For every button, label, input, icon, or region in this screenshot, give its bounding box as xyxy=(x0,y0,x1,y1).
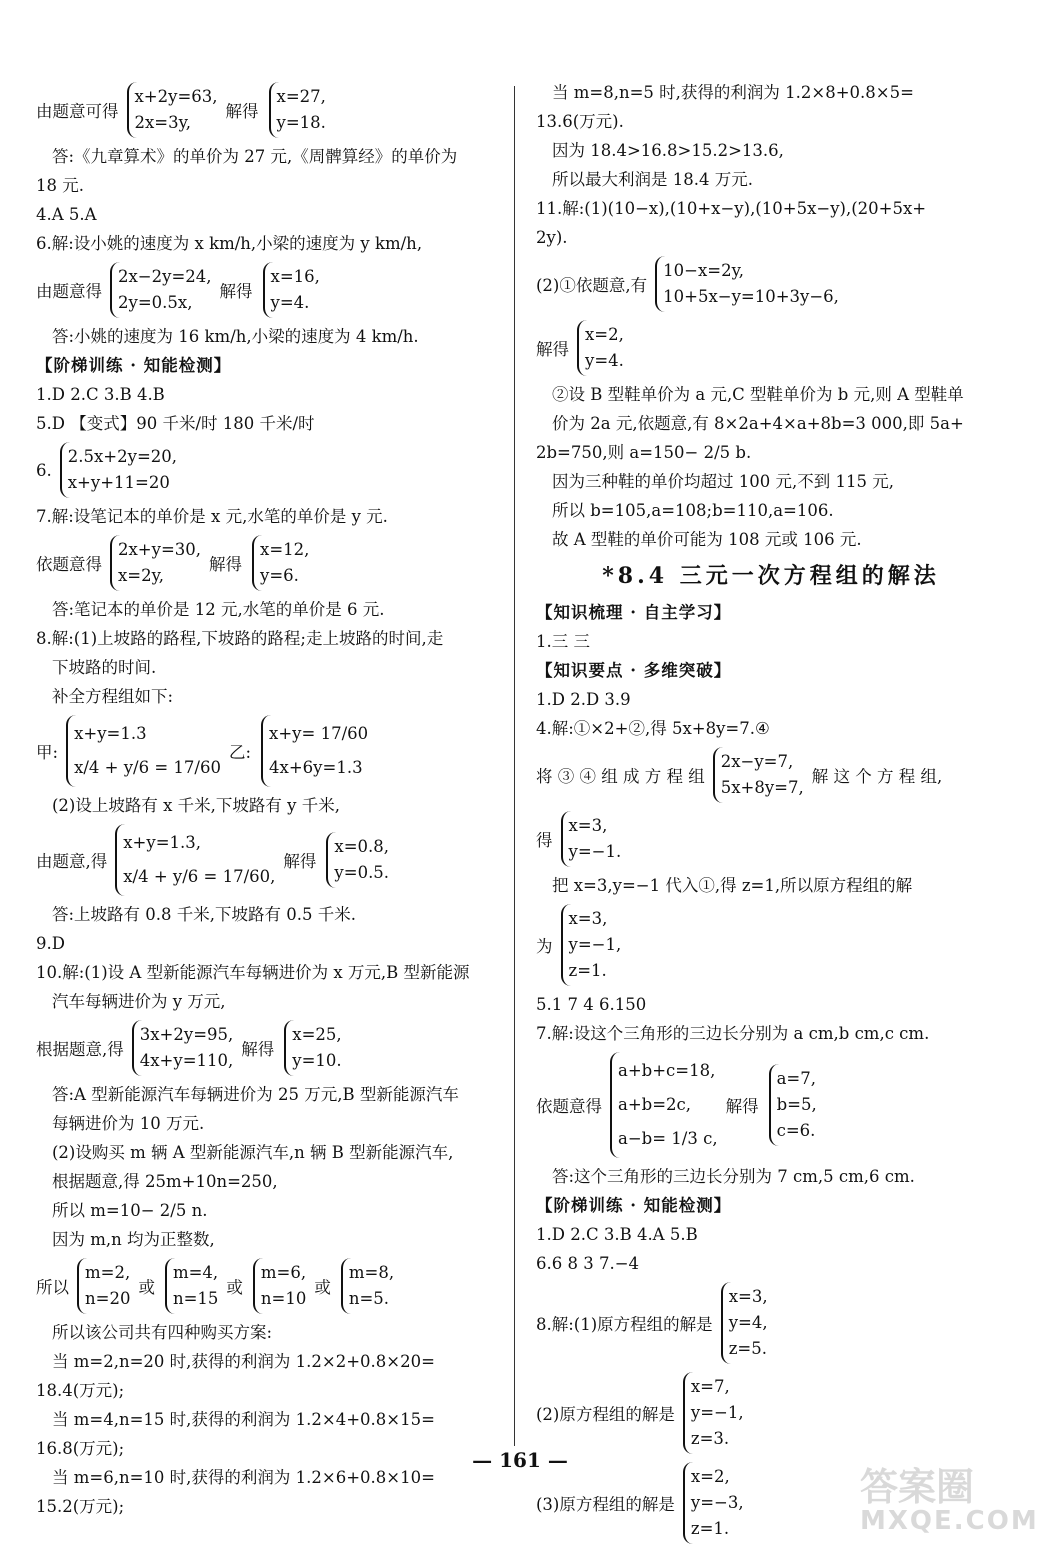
system-separator: 解得 xyxy=(225,102,259,121)
problem-line: 4.解:①×2+②,得 5x+8y=7.④ xyxy=(536,719,770,738)
brace-system xyxy=(577,320,624,376)
text-line: 答:《九章算术》的单价为 27 元,《周髀算经》的单价为 xyxy=(52,147,458,166)
equation: 10+5x−y=10+3y−6, xyxy=(663,287,839,306)
text-line: 故 A 型鞋的单价可能为 108 元或 106 元. xyxy=(552,530,862,549)
system-separator: 或 xyxy=(314,1278,331,1297)
problem-line: 8.解:(1)上坡路的路程,下坡路的路程;走上坡路的时间,走 xyxy=(36,629,444,648)
problem-line: 11.解:(1)(10−x),(10+x−y),(10+5x−y),(20+5x+ xyxy=(536,199,927,218)
equation: y=18. xyxy=(276,113,326,132)
equation: 4x+y=110, xyxy=(139,1051,234,1070)
equation: x=2, xyxy=(690,1467,730,1486)
brace-system xyxy=(132,1020,234,1076)
system-separator: 乙: xyxy=(228,743,252,762)
system-label: 由题意可得 xyxy=(36,102,119,121)
brace-system xyxy=(269,82,326,138)
equation: y=4. xyxy=(585,351,624,370)
page-number: — 161 — xyxy=(472,1448,568,1472)
system-label: 将 ③ ④ 组 成 方 程 组 xyxy=(536,767,705,786)
system-label: (2)①依题意,有 xyxy=(536,276,648,295)
system-label: 根据题意,得 xyxy=(36,1040,124,1059)
equation-system xyxy=(36,820,500,900)
text-line: 因为 18.4>16.8>15.2>13.6, xyxy=(552,141,784,160)
equation-system xyxy=(36,78,500,142)
equation: x=0.8, xyxy=(334,837,390,856)
equation: 2x−y=7, xyxy=(720,752,794,771)
text-line: 根据题意,得 25m+10n=250, xyxy=(52,1172,278,1191)
equation: x=27, xyxy=(276,87,326,106)
equation-system xyxy=(536,1368,1006,1458)
equation: x=3, xyxy=(568,816,608,835)
equation: z=5. xyxy=(728,1339,767,1358)
brace-system xyxy=(683,1372,744,1454)
equation-system xyxy=(36,438,500,502)
equation: y=6. xyxy=(260,566,299,585)
brace-system xyxy=(77,1258,130,1314)
problem-line: 6.解:设小姚的速度为 x km/h,小梁的速度为 y km/h, xyxy=(36,234,423,253)
brace-system xyxy=(263,262,320,318)
equation: x+y=1.3 xyxy=(74,724,147,743)
system-label: (2)原方程组的解是 xyxy=(536,1405,675,1424)
equation-system xyxy=(536,1048,1006,1162)
text-line: 16.8(万元); xyxy=(36,1439,125,1458)
text-line: 1.三 三 xyxy=(536,632,590,651)
system-separator: 解得 xyxy=(241,1040,275,1059)
equation: 2.5x+2y=20, xyxy=(67,447,178,466)
equation: a−b= 1/3 c, xyxy=(618,1129,718,1148)
brace-system xyxy=(261,715,368,787)
equation: x=25, xyxy=(292,1025,342,1044)
equation: x=2y, xyxy=(118,566,165,585)
text-line: (2)设购买 m 辆 A 型新能源汽车,n 辆 B 型新能源汽车, xyxy=(52,1143,454,1162)
text-line: 18 元. xyxy=(36,176,84,195)
system-label: 由题意得 xyxy=(36,282,102,301)
equation: 2x+y=30, xyxy=(118,540,202,559)
equation: x=16, xyxy=(270,267,320,286)
equation-system xyxy=(36,531,500,595)
equation: m=2, xyxy=(85,1263,131,1282)
left-column xyxy=(36,78,500,1521)
brace-system xyxy=(110,535,201,591)
equation: c=6. xyxy=(776,1121,816,1140)
problem-line: 7.解:设这个三角形的三边长分别为 a cm,b cm,c cm. xyxy=(536,1024,930,1043)
brace-system xyxy=(561,904,622,986)
equation: 4x+6y=1.3 xyxy=(269,758,363,777)
text-line: 答:这个三角形的三边长分别为 7 cm,5 cm,6 cm. xyxy=(552,1167,915,1186)
equation: m=4, xyxy=(172,1263,219,1282)
equation: 5x+8y=7, xyxy=(720,778,804,797)
text-line: 1.D 2.C 3.B 4.B xyxy=(36,385,165,404)
brace-system xyxy=(769,1064,817,1146)
equation: y=−3, xyxy=(690,1493,744,1512)
equation-system xyxy=(536,316,1006,380)
text-line: 所以该公司共有四种购买方案: xyxy=(52,1323,273,1342)
equation-system xyxy=(536,807,1006,871)
equation-system xyxy=(536,743,1006,807)
equation: z=1. xyxy=(690,1519,730,1538)
brace-system xyxy=(60,442,177,498)
equation: y=−1, xyxy=(568,935,622,954)
equation: x+2y=63, xyxy=(134,87,218,106)
brace-system xyxy=(721,1282,768,1364)
watermark-logo xyxy=(860,1465,1039,1536)
equation: 3x+2y=95, xyxy=(139,1025,234,1044)
equation: n=20 xyxy=(85,1289,131,1308)
brace-system xyxy=(561,811,622,867)
text-line: 13.6(万元). xyxy=(536,112,624,131)
equation-system xyxy=(536,1278,1006,1368)
text-line: 当 m=2,n=20 时,获得的利润为 1.2×2+0.8×20= xyxy=(52,1352,435,1371)
equation: b=5, xyxy=(776,1095,817,1114)
equation: z=3. xyxy=(690,1429,730,1448)
brace-system xyxy=(253,1258,306,1314)
text-line: 当 m=8,n=5 时,获得的利润为 1.2×8+0.8×5= xyxy=(552,83,914,102)
equation-system xyxy=(36,711,500,791)
brace-system xyxy=(284,1020,341,1076)
column-divider xyxy=(514,86,515,1446)
equation: x=12, xyxy=(260,540,310,559)
system-label: 为 xyxy=(536,937,553,956)
brace-system xyxy=(341,1258,394,1314)
text-line: 答:小姚的速度为 16 km/h,小梁的速度为 4 km/h. xyxy=(52,327,419,346)
brace-system xyxy=(683,1462,744,1544)
text-line: 5.D 【变式】90 千米/时 180 千米/时 xyxy=(36,414,315,433)
equation: x/4 + y/6 = 17/60, xyxy=(123,867,276,886)
text-line: 答:上坡路有 0.8 千米,下坡路有 0.5 千米. xyxy=(52,905,357,924)
equation: 2x−2y=24, xyxy=(118,267,212,286)
text-line: 5.1 7 4 6.150 xyxy=(536,995,647,1014)
text-line: 价为 2a 元,依题意,有 8×2a+4×a+8b=3 000,即 5a+ xyxy=(552,414,964,433)
system-label: 甲: xyxy=(36,743,59,762)
text-line: 当 m=6,n=10 时,获得的利润为 1.2×6+0.8×10= xyxy=(52,1468,435,1487)
text-line: 2b=750,则 a=150− 2/5 b. xyxy=(536,443,752,462)
section-label: 【阶梯训练 · 知能检测】 xyxy=(536,1196,732,1215)
text-line: 每辆进价为 10 万元. xyxy=(52,1114,205,1133)
text-line: 2y). xyxy=(536,228,568,247)
equation: x/4 + y/6 = 17/60 xyxy=(74,758,221,777)
equation: y=−1. xyxy=(568,842,622,861)
brace-system xyxy=(326,832,389,888)
equation-system xyxy=(536,900,1006,990)
system-separator: 解得 xyxy=(219,282,253,301)
text-line: 所以 m=10− 2/5 n. xyxy=(52,1201,208,1220)
brace-system xyxy=(713,747,804,803)
system-label: 6. xyxy=(36,460,52,480)
equation: y=4. xyxy=(270,293,310,312)
equation: n=5. xyxy=(348,1289,390,1308)
equation: a+b=2c, xyxy=(618,1095,692,1114)
text-line: 下坡路的时间. xyxy=(52,658,157,677)
text-line: 因为 m,n 均为正整数, xyxy=(52,1230,215,1249)
equation-system xyxy=(36,1016,500,1080)
system-separator: 或 xyxy=(226,1278,243,1297)
system-separator: 或 xyxy=(138,1278,155,1297)
text-line: 把 x=3,y=−1 代入①,得 z=1,所以原方程组的解 xyxy=(552,876,913,895)
section-label: 【知识要点 · 多维突破】 xyxy=(536,661,732,680)
text-line: 汽车每辆进价为 y 万元, xyxy=(52,992,226,1011)
brace-system xyxy=(110,262,212,318)
system-label: 由题意,得 xyxy=(36,852,108,871)
text-line: 因为三种鞋的单价均超过 100 元,不到 115 元, xyxy=(552,472,894,491)
brace-system xyxy=(165,1258,218,1314)
system-separator: 解 这 个 方 程 组, xyxy=(811,767,943,786)
equation: n=10 xyxy=(260,1289,307,1308)
equation: x+y= 17/60 xyxy=(269,724,369,743)
system-label: 解得 xyxy=(536,340,569,359)
brace-system xyxy=(252,535,309,591)
equation: z=1. xyxy=(568,961,607,980)
system-label: 依题意得 xyxy=(536,1097,602,1116)
equation-system xyxy=(36,1254,500,1318)
text-line: 补全方程组如下: xyxy=(52,687,174,706)
text-line: 4.A 5.A xyxy=(36,205,97,224)
text-line: 15.2(万元); xyxy=(36,1497,125,1516)
equation: y=−1, xyxy=(690,1403,744,1422)
watermark-text: 答案圈 xyxy=(860,1465,975,1509)
section-heading: *8.4 三元一次方程组的解法 xyxy=(602,563,940,589)
brace-system xyxy=(66,715,221,787)
equation: x+y+11=20 xyxy=(67,473,170,492)
system-separator: 解得 xyxy=(725,1097,759,1116)
text-line: 所以最大利润是 18.4 万元. xyxy=(552,170,753,189)
equation-system xyxy=(36,258,500,322)
equation: x=7, xyxy=(690,1377,730,1396)
equation: x=3, xyxy=(728,1287,768,1306)
equation: y=4, xyxy=(728,1313,768,1332)
text-line: 答:笔记本的单价是 12 元,水笔的单价是 6 元. xyxy=(52,600,385,619)
text-line: 所以 b=105,a=108;b=110,a=106. xyxy=(552,501,834,520)
section-label: 【阶梯训练 · 知能检测】 xyxy=(36,356,232,375)
watermark-url: MXQE.COM xyxy=(860,1506,1039,1536)
text-line: 答:A 型新能源汽车每辆进价为 25 万元,B 型新能源汽车 xyxy=(52,1085,459,1104)
equation: 2y=0.5x, xyxy=(118,293,193,312)
brace-system xyxy=(610,1052,718,1158)
system-label: 所以 xyxy=(36,1278,69,1297)
equation: n=15 xyxy=(172,1289,219,1308)
system-label: 依题意得 xyxy=(36,555,102,574)
text-line: 1.D 2.C 3.B 4.A 5.B xyxy=(536,1225,698,1244)
brace-system xyxy=(655,256,839,312)
text-line: ②设 B 型鞋单价为 a 元,C 型鞋单价为 b 元,则 A 型鞋单 xyxy=(552,385,964,404)
equation: m=6, xyxy=(260,1263,307,1282)
equation: 10−x=2y, xyxy=(663,261,744,280)
system-label: (3)原方程组的解是 xyxy=(536,1495,675,1514)
problem-line: 7.解:设笔记本的单价是 x 元,水笔的单价是 y 元. xyxy=(36,507,388,526)
text-line: (2)设上坡路有 x 千米,下坡路有 y 千米, xyxy=(52,796,340,815)
text-line: 当 m=4,n=15 时,获得的利润为 1.2×4+0.8×15= xyxy=(52,1410,435,1429)
equation: 2x=3y, xyxy=(134,113,192,132)
equation: a+b+c=18, xyxy=(618,1061,716,1080)
equation: m=8, xyxy=(348,1263,395,1282)
system-label: 8.解:(1)原方程组的解是 xyxy=(536,1315,713,1334)
text-line: 18.4(万元); xyxy=(36,1381,125,1400)
equation: x+y=1.3, xyxy=(123,833,202,852)
equation-system xyxy=(536,252,1006,316)
text-line: 9.D xyxy=(36,934,65,953)
system-separator: 解得 xyxy=(283,852,317,871)
equation: x=3, xyxy=(568,909,608,928)
equation: y=0.5. xyxy=(334,863,390,882)
brace-system xyxy=(115,824,275,896)
text-line: 6.6 8 3 7.−4 xyxy=(536,1254,640,1273)
section-label: 【知识梳理 · 自主学习】 xyxy=(536,603,732,622)
equation: a=7, xyxy=(776,1069,816,1088)
system-label: 得 xyxy=(536,831,553,850)
equation: y=10. xyxy=(292,1051,342,1070)
system-separator: 解得 xyxy=(209,555,243,574)
text-line: 1.D 2.D 3.9 xyxy=(536,690,631,709)
right-column xyxy=(536,78,1006,1548)
equation: x=2, xyxy=(585,325,624,344)
brace-system xyxy=(127,82,218,138)
problem-line: 10.解:(1)设 A 型新能源汽车每辆进价为 x 万元,B 型新能源 xyxy=(36,963,470,982)
